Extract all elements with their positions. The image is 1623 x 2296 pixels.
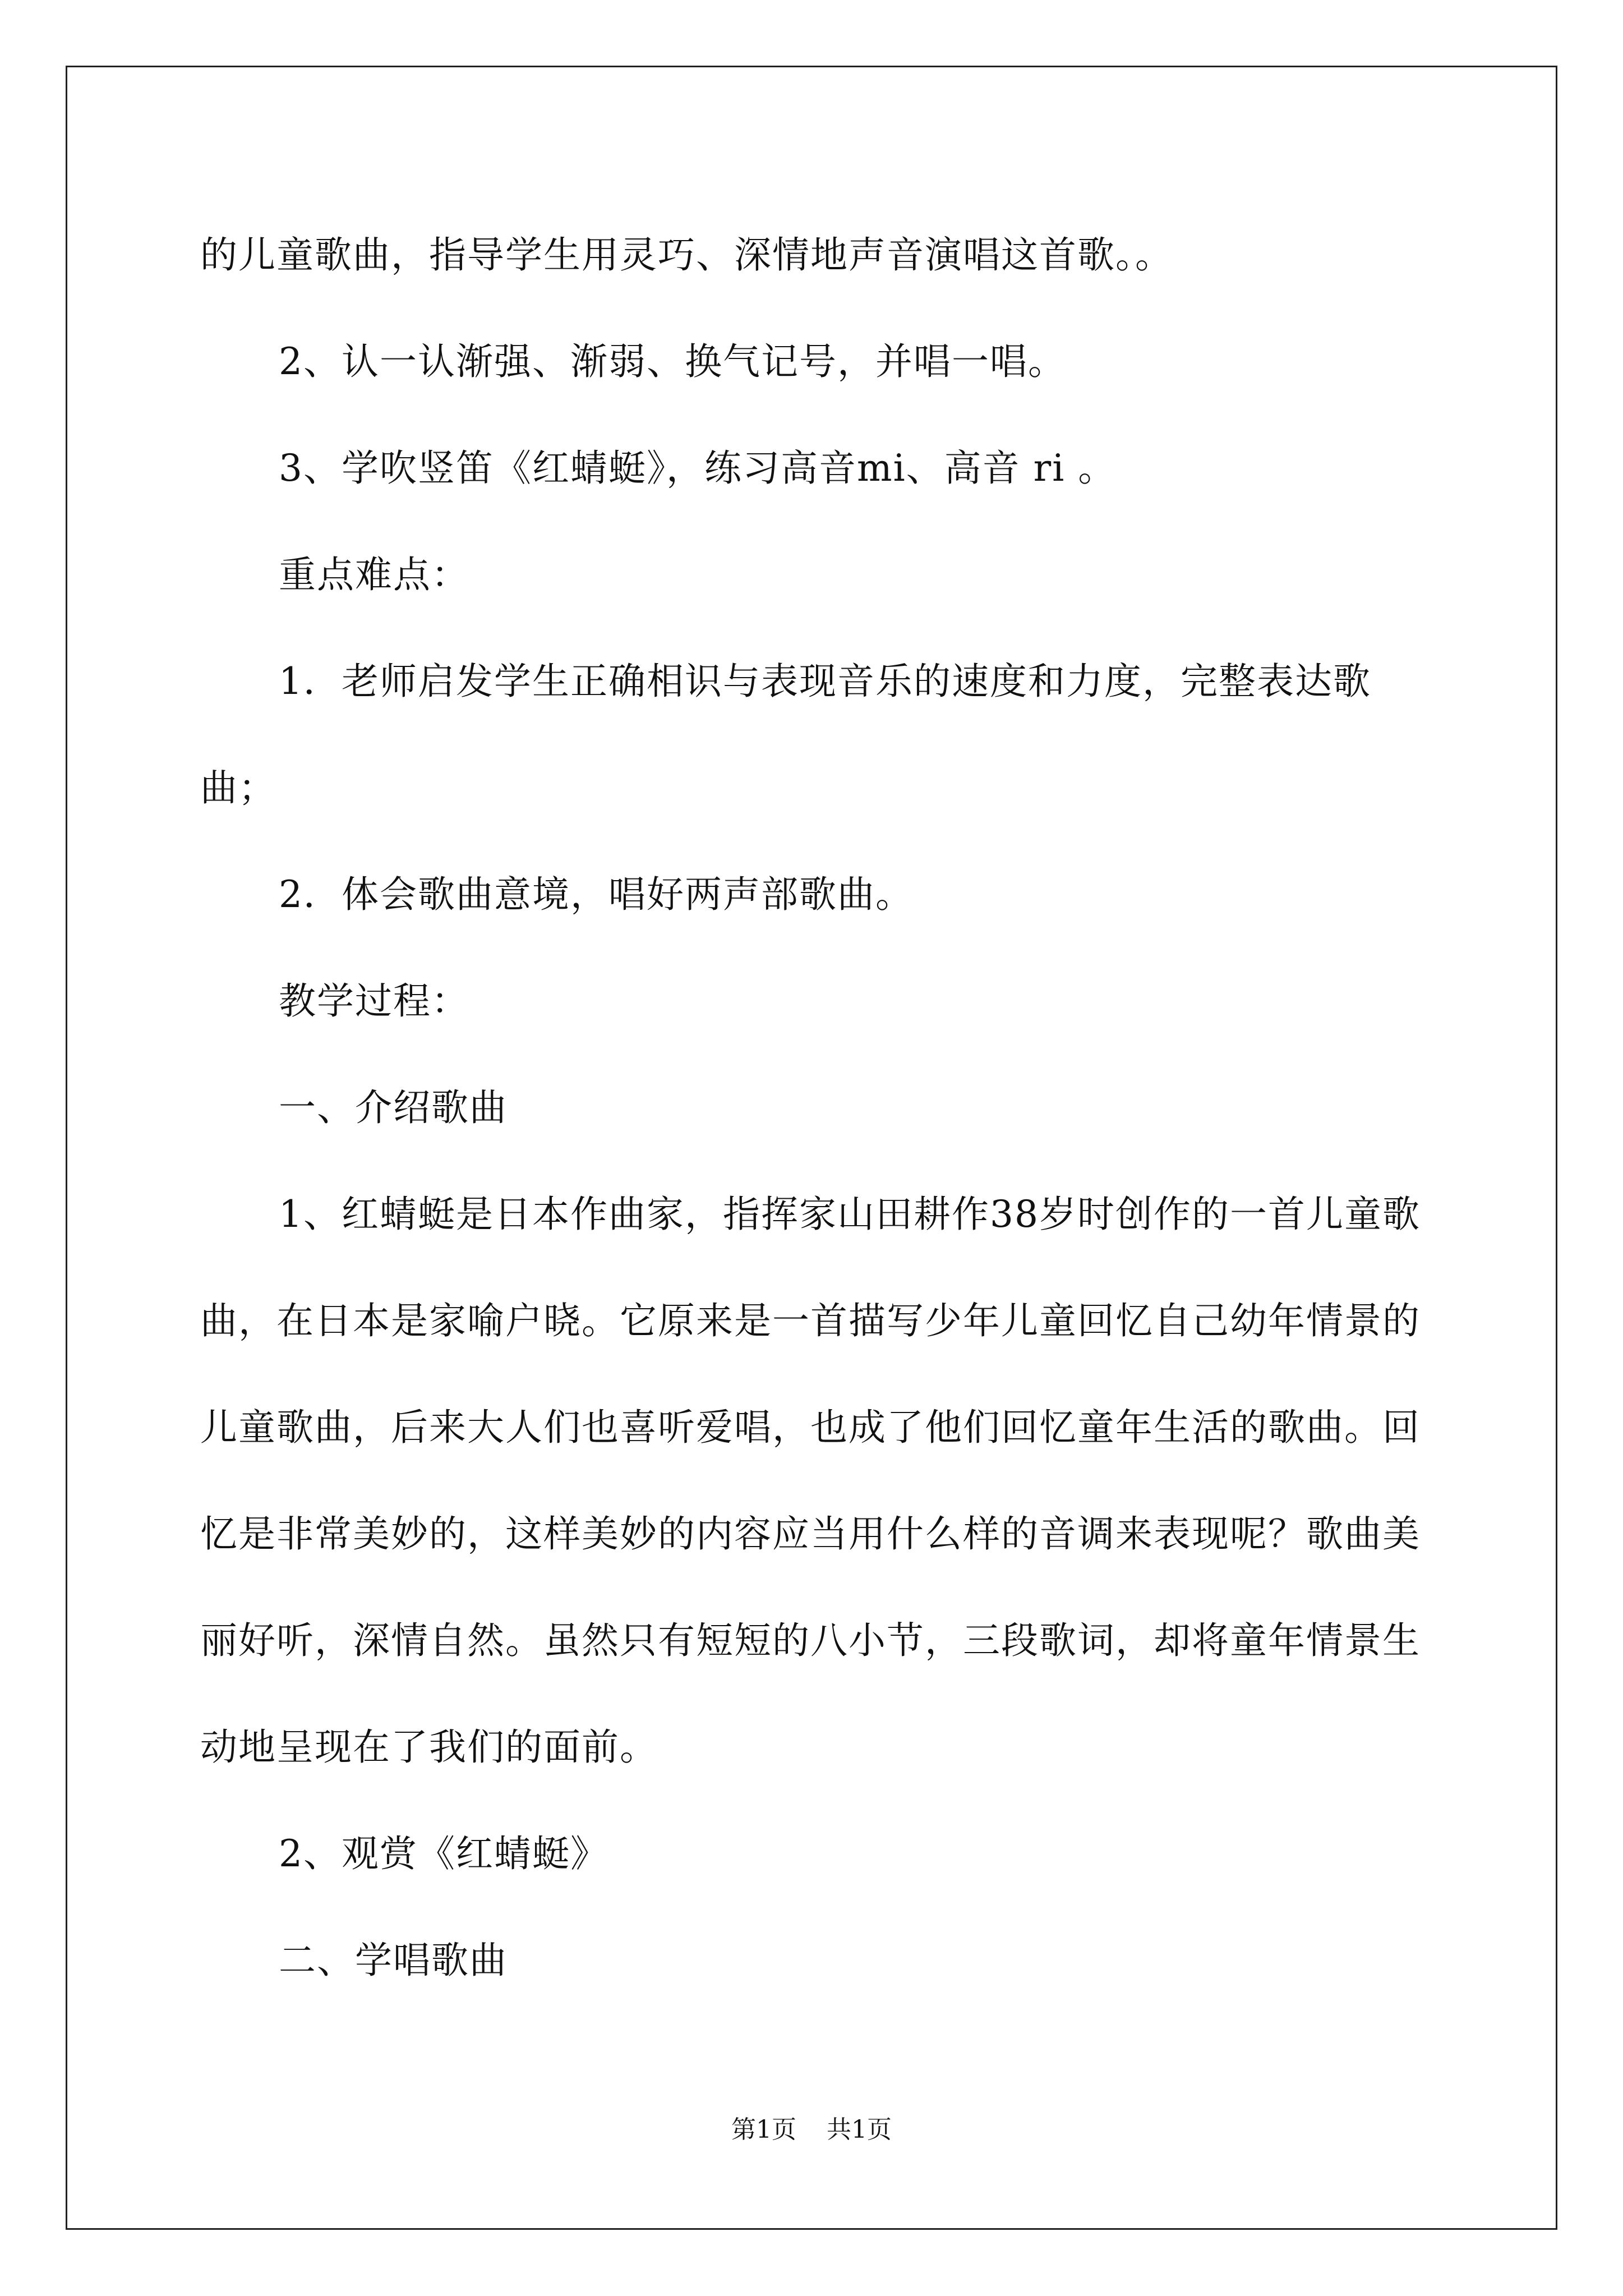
heading-key-points: 重点难点：: [279, 553, 469, 596]
paragraph-objective-2: 2、认一认渐强、渐弱、换气记号，并唱一唱。: [279, 340, 1066, 383]
paragraph-key-point-1: 1．老师启发学生正确相识与表现音乐的速度和力度，完整表达歌曲；: [200, 660, 1371, 809]
paragraph-objective-3: 3、学吹竖笛《红蜻蜓》，练习高音mi、高音 ri 。: [279, 447, 1117, 490]
document-body: [200, 202, 1428, 2014]
heading-section-2: 二、学唱歌曲: [279, 1939, 508, 1982]
page-total: 共1页: [827, 2115, 892, 2144]
page-footer: [0, 2109, 1623, 2145]
paragraph-key-point-2: 2．体会歌曲意境，唱好两声部歌曲。: [279, 873, 914, 916]
paragraph-continuation: 的儿童歌曲，指导学生用灵巧、深情地声音演唱这首歌。。: [200, 233, 1173, 277]
page-number: 第1页: [731, 2115, 796, 2144]
heading-teaching-process: 教学过程：: [279, 979, 469, 1023]
heading-section-1: 一、介绍歌曲: [279, 1086, 508, 1129]
paragraph-appreciate: 2、观赏《红蜻蜓》: [279, 1832, 608, 1875]
paragraph-song-intro: 1、红蜻蜓是日本作曲家，指挥家山田耕作38岁时创作的一首儿童歌曲，在日本是家喻户晓。它原来是一首描写少年儿童回忆自己幼年情景的儿童歌曲，后来大人们也喜听爱唱，也成了他们回忆童年生活的歌曲。回忆是非常美妙的，这样美妙的内容应当用什么样的音调来表现呢？歌曲美丽好听，深情自然。虽然只有短短的八小节，三段歌词，却将童年情景生动地呈现在了我们的面前。: [200, 1193, 1421, 1769]
